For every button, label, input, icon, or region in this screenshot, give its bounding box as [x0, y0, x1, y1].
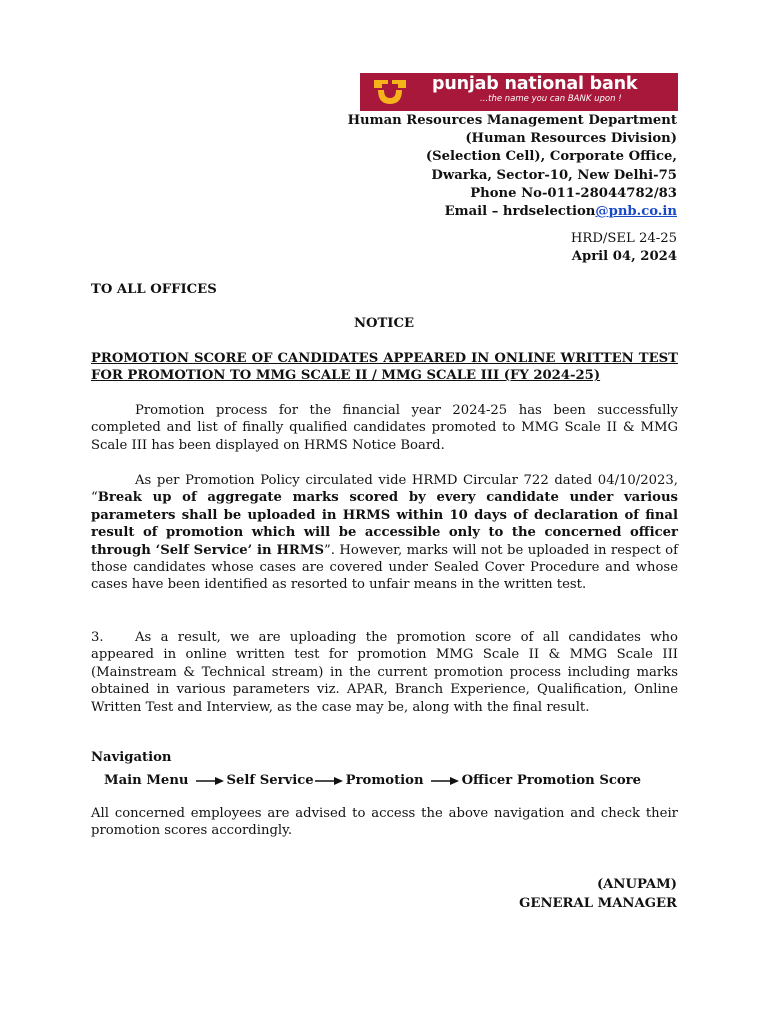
address-line: Dwarka, Sector-10, New Delhi-75	[431, 167, 677, 183]
paragraph-2-rest: ”. However, marks will not be uploaded in respect of those candidates whose cases are covered under Sealed Cover Procedure and whose cases have been identified as resorted to unfair means in the written test.	[91, 542, 678, 593]
paragraph-1: Promotion process for the financial year 2024-25 has been successfully completed and list of finally qualified candidates promoted to MMG Scale II & MMG Scale III has been displayed on HRMS Notice Board.	[91, 403, 678, 453]
reference-block	[571, 230, 677, 266]
address-line: (Human Resources Division)	[465, 131, 677, 147]
email-link[interactable]: @pnb.co.in	[595, 204, 677, 220]
nav-step-officer-promotion-score: Officer Promotion Score	[461, 773, 642, 788]
arrow-right-icon	[430, 776, 460, 786]
arrow-right-icon	[195, 776, 225, 786]
nav-step-promotion: Promotion	[345, 773, 424, 788]
navigation-path	[104, 773, 641, 788]
address-line: (Selection Cell), Corporate Office,	[425, 149, 677, 165]
paragraph-2-quote: Break up of aggregate marks scored by every candidate under various parameters shall be uploaded in HRMS within 10 days of declaration of final result of promotion which will be accessible only to the concerned officer through ‘Self Service’ in HRMS	[91, 490, 678, 558]
addressee: TO ALL OFFICES	[91, 282, 217, 297]
signatory-name: (ANUPAM)	[596, 877, 677, 892]
pnb-emblem-icon	[368, 76, 412, 108]
paragraph-2-intro: As per Promotion Policy circulated vide HRMD Circular 722 dated 04/10/2023, “	[91, 473, 678, 506]
phone-line: Phone No-011-28044782/83	[470, 185, 677, 201]
advisory-paragraph: All concerned employees are advised to access the above navigation and check their promotion scores accordingly.	[91, 806, 678, 839]
paragraph-3	[91, 629, 678, 716]
signature-block	[519, 876, 677, 913]
arrow-right-icon	[314, 776, 344, 786]
address-line: Human Resources Management Department	[347, 113, 677, 128]
address-block	[348, 112, 677, 221]
navigation-heading: Navigation	[91, 750, 172, 765]
paragraph-3-text: As a result, we are uploading the promotion score of all candidates who appeared in online written test for promotion MMG Scale II & MMG Scale III (Mainstream & Technical stream) in the current promotion process including marks obtained in various parameters viz. APAR, Branch Experience, Qualification, Online Written Test and Interview, as the case may be, along with the final result.	[91, 630, 678, 715]
logo-brand-text: punjab national bank	[432, 74, 638, 94]
nav-step-self-service: Self Service	[226, 773, 314, 788]
email-prefix: Email – hrdselection	[444, 204, 596, 220]
nav-step-main-menu: Main Menu	[104, 773, 189, 788]
paragraph-2	[91, 472, 678, 594]
email-line	[348, 203, 677, 221]
pnb-logo	[360, 73, 678, 111]
signatory-designation: GENERAL MANAGER	[519, 895, 677, 911]
reference-code: HRD/SEL 24-25	[570, 231, 677, 246]
logo-tagline: ...the name you can BANK upon !	[480, 94, 622, 104]
notice-date: April 04, 2024	[571, 249, 677, 264]
subject-heading: PROMOTION SCORE OF CANDIDATES APPEARED IN ONLINE WRITTEN TEST FOR PROMOTION TO MMG SCALE II / MMG SCALE III (FY 2024-25)	[91, 351, 678, 383]
paragraph-3-number: 3.	[91, 630, 104, 645]
notice-title: NOTICE	[353, 316, 415, 331]
